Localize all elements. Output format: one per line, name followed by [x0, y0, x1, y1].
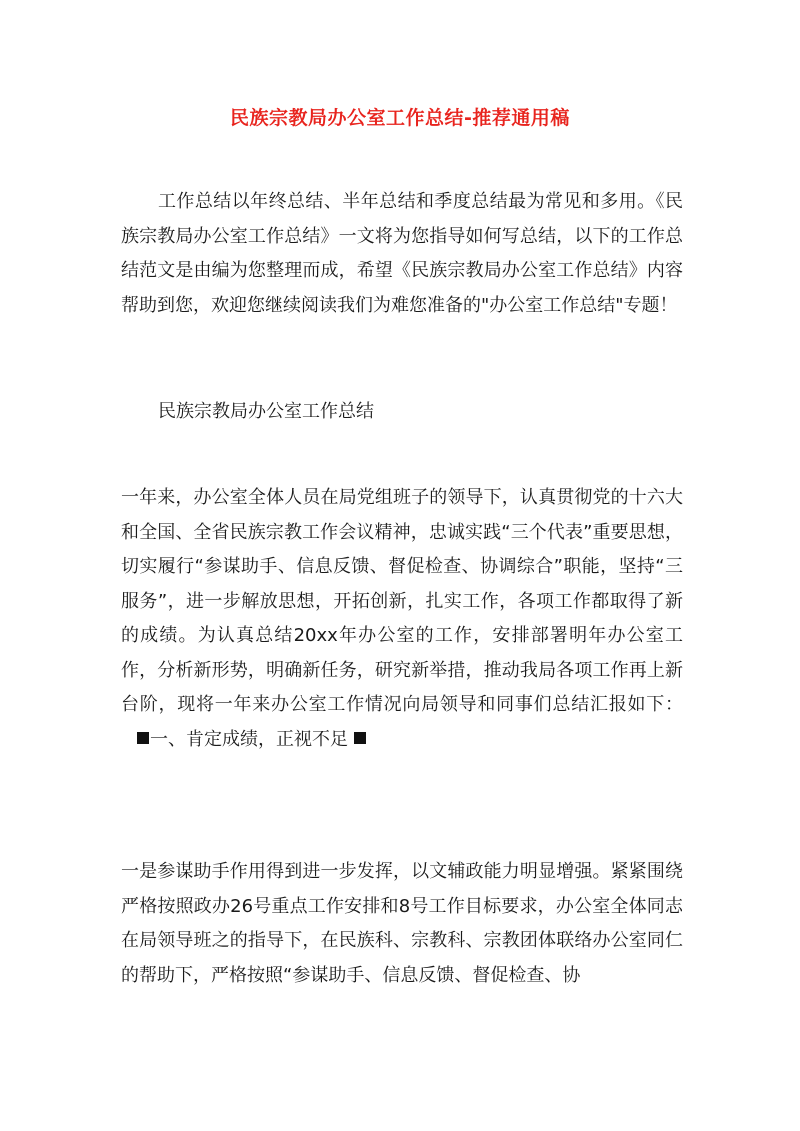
black-square-bullet-icon: [137, 732, 149, 744]
body-paragraph-2: 一是参谋助手作用得到进一步发挥，以文辅政能力明显增强。紧紧围绕严格按照政办26号重点工作安排和8号工作目标要求，办公室全体同志在局领导班之的指导下，在民族科、宗教科、宗教团体联络办公室同仁的帮助下，严格按照“参谋助手、信息反馈、督促检查、协: [121, 861, 683, 986]
document-title: 民族宗教局办公室工作总结-推荐通用稿: [230, 107, 570, 129]
subheading: 民族宗教局办公室工作总结: [158, 401, 374, 422]
paragraph-1-text: 一年来，办公室全体人员在局党组班子的领导下，认真贯彻党的十六大和全国、全省民族宗教工作会议精神，忠诚实践“三个代表”重要思想，切实履行“参谋助手、信息反馈、督促检查、协调综合”职能，坚持“三服务”，进一步解放思想，开拓创新，扎实工作，各项工作都取得了新的成绩。为认真总结20xx年办公室的工作，安排部署明年办公室工作，分析新形势，明确新任务，研究新举措，推动我局各项工作再上新台阶，现将一年来办公室工作情况向局领导和同事们总结汇报如下：: [121, 487, 683, 715]
intro-paragraph: 工作总结以年终总结、半年总结和季度总结最为常见和多用。《民族宗教局办公室工作总结》一文将为您指导如何写总结，以下的工作总结范文是由编为您整理而成，希望《民族宗教局办公室工作总结》内容帮助到您，欢迎您继续阅读我们为难您准备的"办公室工作总结"专题！: [121, 191, 683, 316]
black-square-bullet-icon: [354, 732, 366, 744]
body-paragraph-1: [121, 481, 683, 757]
section-heading: 一、肯定成绩，正视不足: [150, 728, 348, 750]
